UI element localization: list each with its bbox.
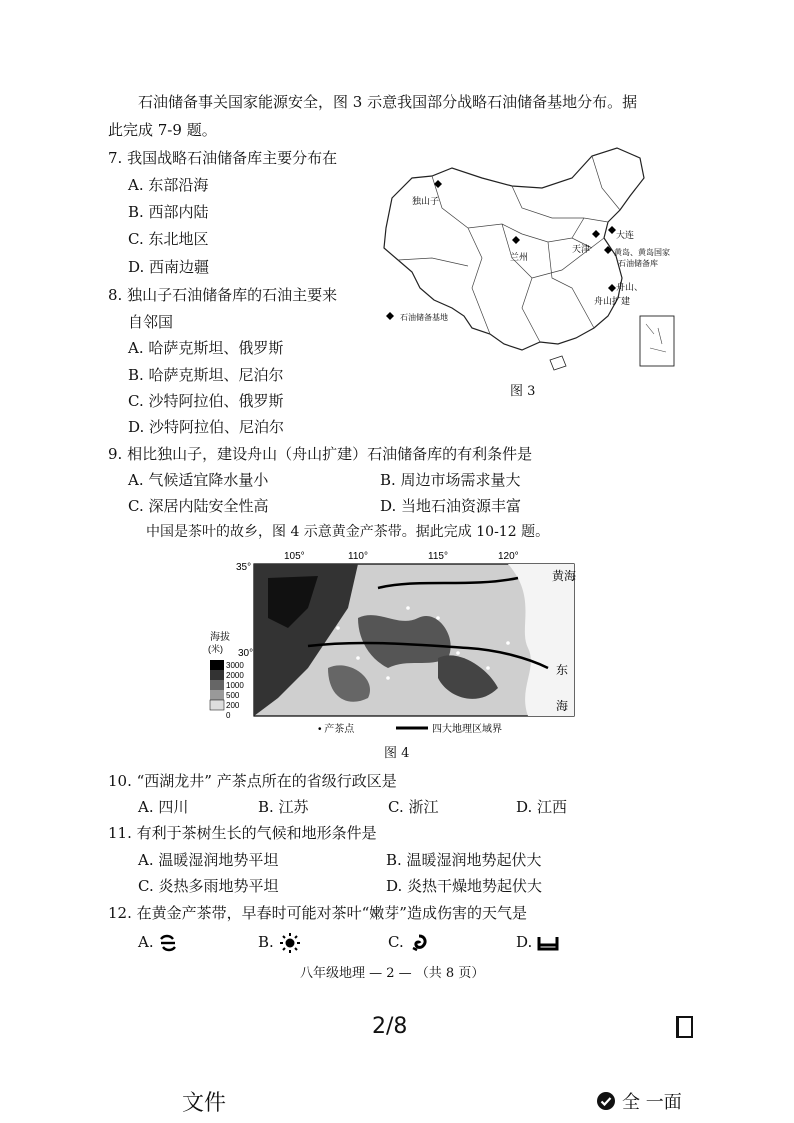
- fog-weather-icon: [158, 934, 178, 952]
- question-8-stem-2: 自邻国: [128, 313, 174, 331]
- elev-tick-0: 0: [226, 711, 231, 720]
- q8-option-a[interactable]: A. 哈萨克斯坦、俄罗斯: [128, 339, 284, 357]
- q9-option-c[interactable]: C. 深居内陆安全性高: [128, 497, 269, 515]
- elev-tick-2000: 2000: [226, 671, 244, 680]
- question-7-stem: 7. 我国战略石油储备库主要分布在: [108, 149, 338, 167]
- viewer-bottom-area: [0, 1000, 794, 1123]
- label-huangdao-2: 石油储备库: [618, 259, 658, 268]
- q10-option-a[interactable]: A. 四川: [138, 798, 189, 816]
- q10-option-b[interactable]: B. 江苏: [258, 798, 309, 816]
- check-circle-icon: [596, 1091, 616, 1111]
- reserve-site-dalian: [608, 226, 616, 234]
- q9-option-b[interactable]: B. 周边市场需求量大: [380, 471, 521, 489]
- question-12-stem: 12. 在黄金产茶带，早春时可能对茶叶“嫩芽”造成伤害的天气是: [108, 904, 527, 922]
- page-footer: 八年级地理 — 2 — （共 8 页）: [300, 966, 485, 981]
- elevation-title: 海拔: [210, 632, 230, 643]
- page-indicator: 2/8: [372, 1014, 408, 1039]
- q8-option-c[interactable]: C. 沙特阿拉伯、俄罗斯: [128, 392, 284, 410]
- q12-option-a[interactable]: [138, 932, 178, 952]
- q11-option-a[interactable]: A. 温暖湿润地势平坦: [138, 851, 279, 869]
- legend-region-boundary: 四大地理区域界: [432, 724, 502, 735]
- label-zhoushan-2: 舟山扩建: [594, 296, 631, 306]
- question-10-stem: 10. “西湖龙井” 产茶点所在的省级行政区是: [108, 772, 397, 790]
- label-zhoushan: 舟山、: [616, 282, 644, 292]
- intro-text-1: 石油储备事关国家能源安全，图 3 示意我国部分战略石油储备基地分布。据: [138, 93, 638, 111]
- lon-tick-115: 115°: [428, 551, 448, 562]
- label-huangdao: 黄岛、黄岛国家: [614, 248, 670, 257]
- label-dalian: 大连: [616, 230, 635, 240]
- q12-option-b-label: B.: [258, 933, 274, 951]
- frost-weather-icon: [537, 935, 559, 951]
- elevation-unit: (米): [208, 644, 223, 654]
- label-dushanzi: 独山子: [412, 196, 440, 206]
- q12-option-a-label: A.: [138, 933, 154, 951]
- q7-option-d[interactable]: D. 西南边疆: [128, 258, 210, 276]
- intro-text-2: 此完成 7-9 题。: [108, 121, 217, 139]
- elev-tick-200: 200: [226, 701, 240, 710]
- q10-option-d[interactable]: D. 江西: [516, 798, 568, 816]
- legend-tea-point: • 产茶点: [318, 724, 355, 735]
- question-9-stem: 9. 相比独山子，建设舟山（舟山扩建）石油储备库的有利条件是: [108, 445, 533, 463]
- q12-option-c[interactable]: [388, 932, 429, 952]
- elevation-legend: [208, 630, 244, 720]
- lon-tick-120: 120°: [498, 551, 519, 562]
- map-legend: [386, 312, 448, 322]
- q8-option-b[interactable]: B. 哈萨克斯坦、尼泊尔: [128, 366, 284, 384]
- china-oil-reserve-map: [372, 138, 690, 378]
- q12-option-c-label: C.: [388, 933, 404, 951]
- question-8-stem: 8. 独山子石油储备库的石油主要来: [108, 286, 338, 304]
- question-11-stem: 11. 有利于茶树生长的气候和地形条件是: [108, 824, 377, 842]
- sea-label-yellow-1: 黄: [552, 569, 565, 583]
- elev-tick-500: 500: [226, 691, 240, 700]
- q10-option-c[interactable]: C. 浙江: [388, 798, 439, 816]
- q8-option-d[interactable]: D. 沙特阿拉伯、尼泊尔: [128, 418, 285, 436]
- lat-tick-35: 35°: [236, 562, 252, 573]
- q12-option-b[interactable]: [258, 932, 301, 954]
- q12-option-d[interactable]: [516, 932, 559, 952]
- q9-option-d[interactable]: D. 当地石油资源丰富: [380, 497, 522, 515]
- lat-tick-30: 30°: [238, 648, 254, 659]
- figure-4-caption: 图 4: [384, 746, 410, 761]
- sandstorm-weather-icon: [409, 934, 429, 952]
- intro-text-3: 中国是茶叶的故乡，图 4 示意黄金产茶带。据此完成 10-12 题。: [146, 524, 550, 540]
- sea-label-east-2: 海: [556, 699, 569, 713]
- label-lanzhou: 兰州: [510, 252, 529, 262]
- q9-option-a[interactable]: A. 气候适宜降水量小: [128, 471, 269, 489]
- label-tianjin: 天津: [572, 244, 591, 254]
- q12-option-d-label: D.: [516, 933, 533, 951]
- lon-tick-110: 110°: [348, 551, 368, 562]
- sea-label-east-1: 东: [556, 663, 569, 677]
- golden-tea-belt-map: [208, 548, 583, 740]
- q7-option-c[interactable]: C. 东北地区: [128, 230, 209, 248]
- sunny-weather-icon: [279, 932, 301, 954]
- lon-tick-105: 105°: [284, 551, 305, 562]
- q11-option-d[interactable]: D. 炎热干燥地势起伏大: [386, 877, 543, 895]
- elev-tick-1000: 1000: [226, 681, 244, 690]
- q7-option-a[interactable]: A. 东部沿海: [128, 176, 209, 194]
- legend-reserve-base: 石油储备基地: [400, 313, 448, 322]
- figure-4-legend: [318, 722, 502, 735]
- q11-option-b[interactable]: B. 温暖湿润地势起伏大: [386, 851, 542, 869]
- bookmark-icon[interactable]: [676, 1016, 693, 1038]
- right-action-label: 全 一面: [622, 1092, 682, 1113]
- sea-label-yellow-2: 海: [564, 569, 577, 583]
- elev-tick-3000: 3000: [226, 661, 244, 670]
- q11-option-c[interactable]: C. 炎热多雨地势平坦: [138, 877, 279, 895]
- q7-option-b[interactable]: B. 西部内陆: [128, 203, 209, 221]
- file-button[interactable]: 文件: [182, 1091, 227, 1116]
- right-action-button[interactable]: [596, 1088, 682, 1114]
- figure-3-caption: 图 3: [510, 384, 536, 399]
